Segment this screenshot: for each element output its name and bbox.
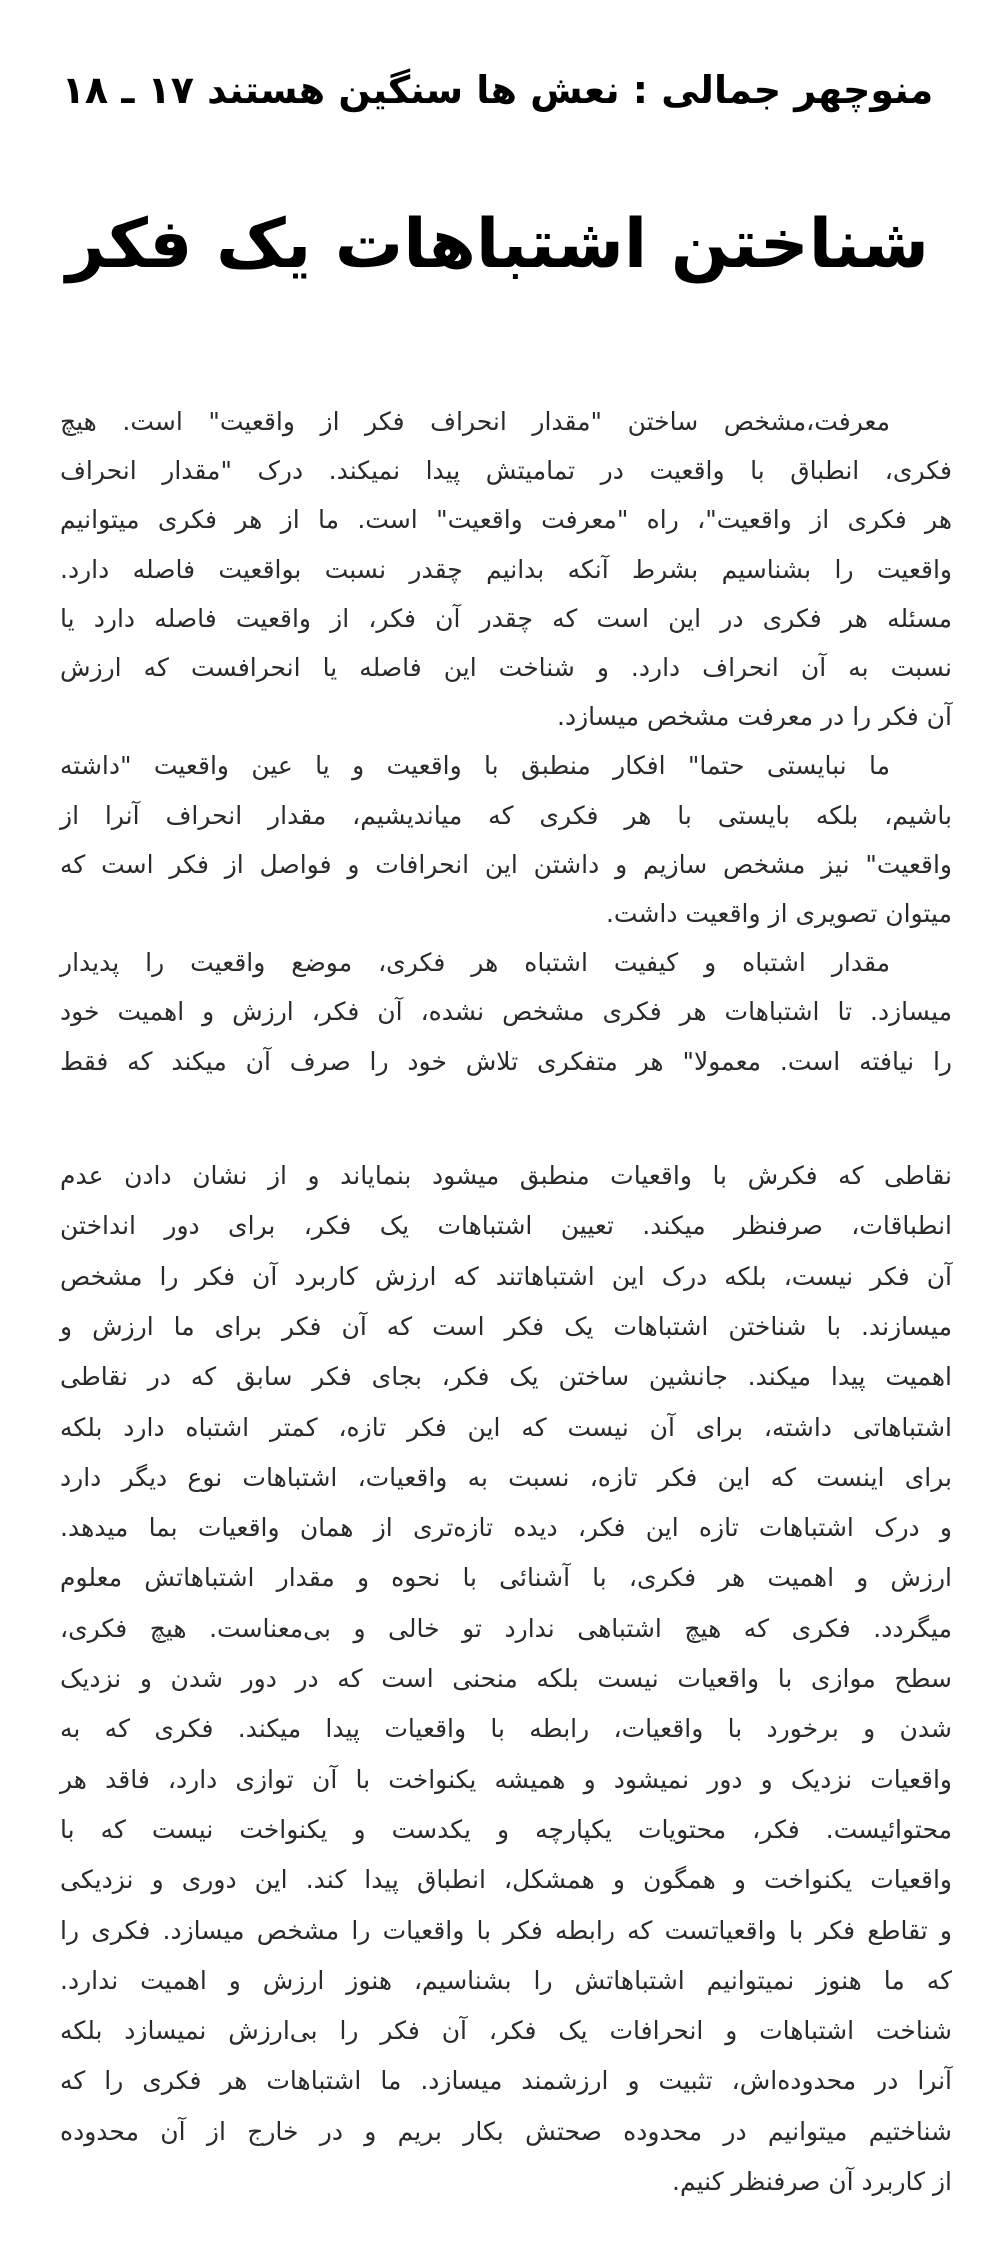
text-line: شناخت اشتباهات و انحرافات یک فکر، آن فکر را بی‌ارزش نمیسازد بلکه: [60, 2016, 952, 2046]
text-line: برای اینست که این فکر تازه، نسبت به واقعیات، اشتباهات نوع دیگر دارد: [60, 1462, 952, 1492]
text-line: ما نبایستی حتما" افکار منطبق با واقعیت و یا عین واقعیت "داشته: [60, 751, 890, 781]
text-line: اهمیت پیدا میکند. جانشین ساختن یک فکر، بجای فکر سابق که در نقاطی: [60, 1362, 952, 1392]
text-line: سطح موازی با واقعیات نیست بلکه منحنی است که در دور شدن و نزدیک: [60, 1664, 952, 1693]
text-line: را نیافته است. معمولا" هر متفکری تلاش خود را صرف آن میکند که فقط: [60, 1046, 952, 1076]
text-line: واقعیت را بشناسیم بشرط آنکه بدانیم چقدر نسبت بواقعیت فاصله دارد.: [60, 554, 952, 584]
text-line: نقاطی که فکرش با واقعیات منطبق میشود بنمایاند و از نشان دادن عدم: [60, 1161, 952, 1190]
text-line: واقعیات نزدیک و دور نمیشود و همیشه یکنواخت با آن توازی دارد، فاقد هر: [60, 1764, 952, 1794]
text-line: از کاربرد آن صرفنظر کنیم.: [672, 2167, 952, 2196]
text-line: فکری، انطباق با واقعیت در تمامیتش پیدا نمیکند. درک "مقدار انحراف: [60, 456, 952, 486]
text-line: باشیم، بلکه بایستی با هر فکری که میاندیشیم، مقدار انحراف آنرا از: [60, 800, 952, 830]
text-line: میسازند. با شناختن اشتباهات یک فکر است که آن فکر برای ما ارزش و: [60, 1311, 952, 1341]
text-line: شناختیم میتوانیم در محدوده صحتش بکار بریم و در خارج از آن محدوده: [60, 2116, 952, 2146]
text-line: محتوائیست. فکر، محتویات یکپارچه و یکدست و یکنواخت نیست که با: [60, 1814, 952, 1844]
text-line: واقعیات یکنواخت و همگون و همشکل، انطباق پیدا کند. این دوری و نزدیکی: [60, 1865, 952, 1895]
text-line: آن فکر نیست، بلکه درک این اشتباهاتند که ارزش کاربرد آن فکر را مشخص: [60, 1261, 952, 1291]
text-line: میتوان تصویری از واقعیت داشت.: [605, 899, 952, 928]
text-line: میگردد. فکری که هیچ اشتباهی ندارد تو خالی و بی‌معناست. هیچ فکری،: [60, 1613, 952, 1643]
text-line: که ما هنوز نمیتوانیم اشتباهاتش را بشناسیم، هنوز ارزش و اهمیت ندارد.: [60, 1965, 952, 1995]
text-line: آن فکر را در معرفت مشخص میسازد.: [557, 702, 952, 732]
text-line: واقعیت" نیز مشخص سازیم و داشتن این انحرافات و فواصل از فکر است که: [60, 849, 952, 879]
text-line: نسبت به آن انحراف دارد. و شناخت این فاصله یا انحرافست که ارزش: [60, 653, 952, 682]
article-title: شناختن اشتباهات یک فکر: [66, 205, 929, 284]
text-line: و تقاطع فکر با واقعیاتست که رابطه فکر با واقعیات را مشخص میسازد. فکری را: [60, 1915, 952, 1945]
text-line: انطباقات، صرفنظر میکند. تعیین اشتباهات یک فکر، برای دور انداختن: [60, 1211, 952, 1241]
text-line: معرفت،مشخص ساختن "مقدار انحراف فکر از واقعیت" است. هیچ: [60, 407, 890, 436]
text-line: ارزش و اهمیت هر فکری، با آشنائی با نحوه و مقدار اشتباهاتش معلوم: [60, 1563, 952, 1593]
text-line: میسازد. تا اشتباهات هر فکری مشخص نشده، آن فکر، ارزش و اهمیت خود: [60, 997, 952, 1027]
text-line: و درک اشتباهات تازه این فکر، دیده تازه‌تری از همان واقعیات بما میدهد.: [60, 1513, 952, 1543]
text-line: مسئله هر فکری در این است که چقدر آن فکر، از واقعیت فاصله دارد یا: [60, 603, 952, 633]
text-line: هر فکری از واقعیت"، راه "معرفت واقعیت" است. ما از هر فکری میتوانیم: [60, 505, 952, 535]
page-header: منوچهر جمالی : نعش ها سنگین هستند ۱۷ ـ ۱۸: [61, 68, 934, 112]
text-line: شدن و برخورد با واقعیات، رابطه با واقعیات پیدا میکند. فکری که به: [60, 1714, 952, 1744]
text-line: آنرا در محدوده‌اش، تثبیت و ارزشمند میسازد. ما اشتباهات هر فکری را که: [60, 2066, 952, 2096]
text-line: اشتباهاتی داشته، برای آن نیست که این فکر تازه، کمتر اشتباه دارد بلکه: [60, 1412, 952, 1442]
text-line: مقدار اشتباه و کیفیت اشتباه هر فکری، موضع واقعیت را پدیدار: [60, 948, 890, 978]
